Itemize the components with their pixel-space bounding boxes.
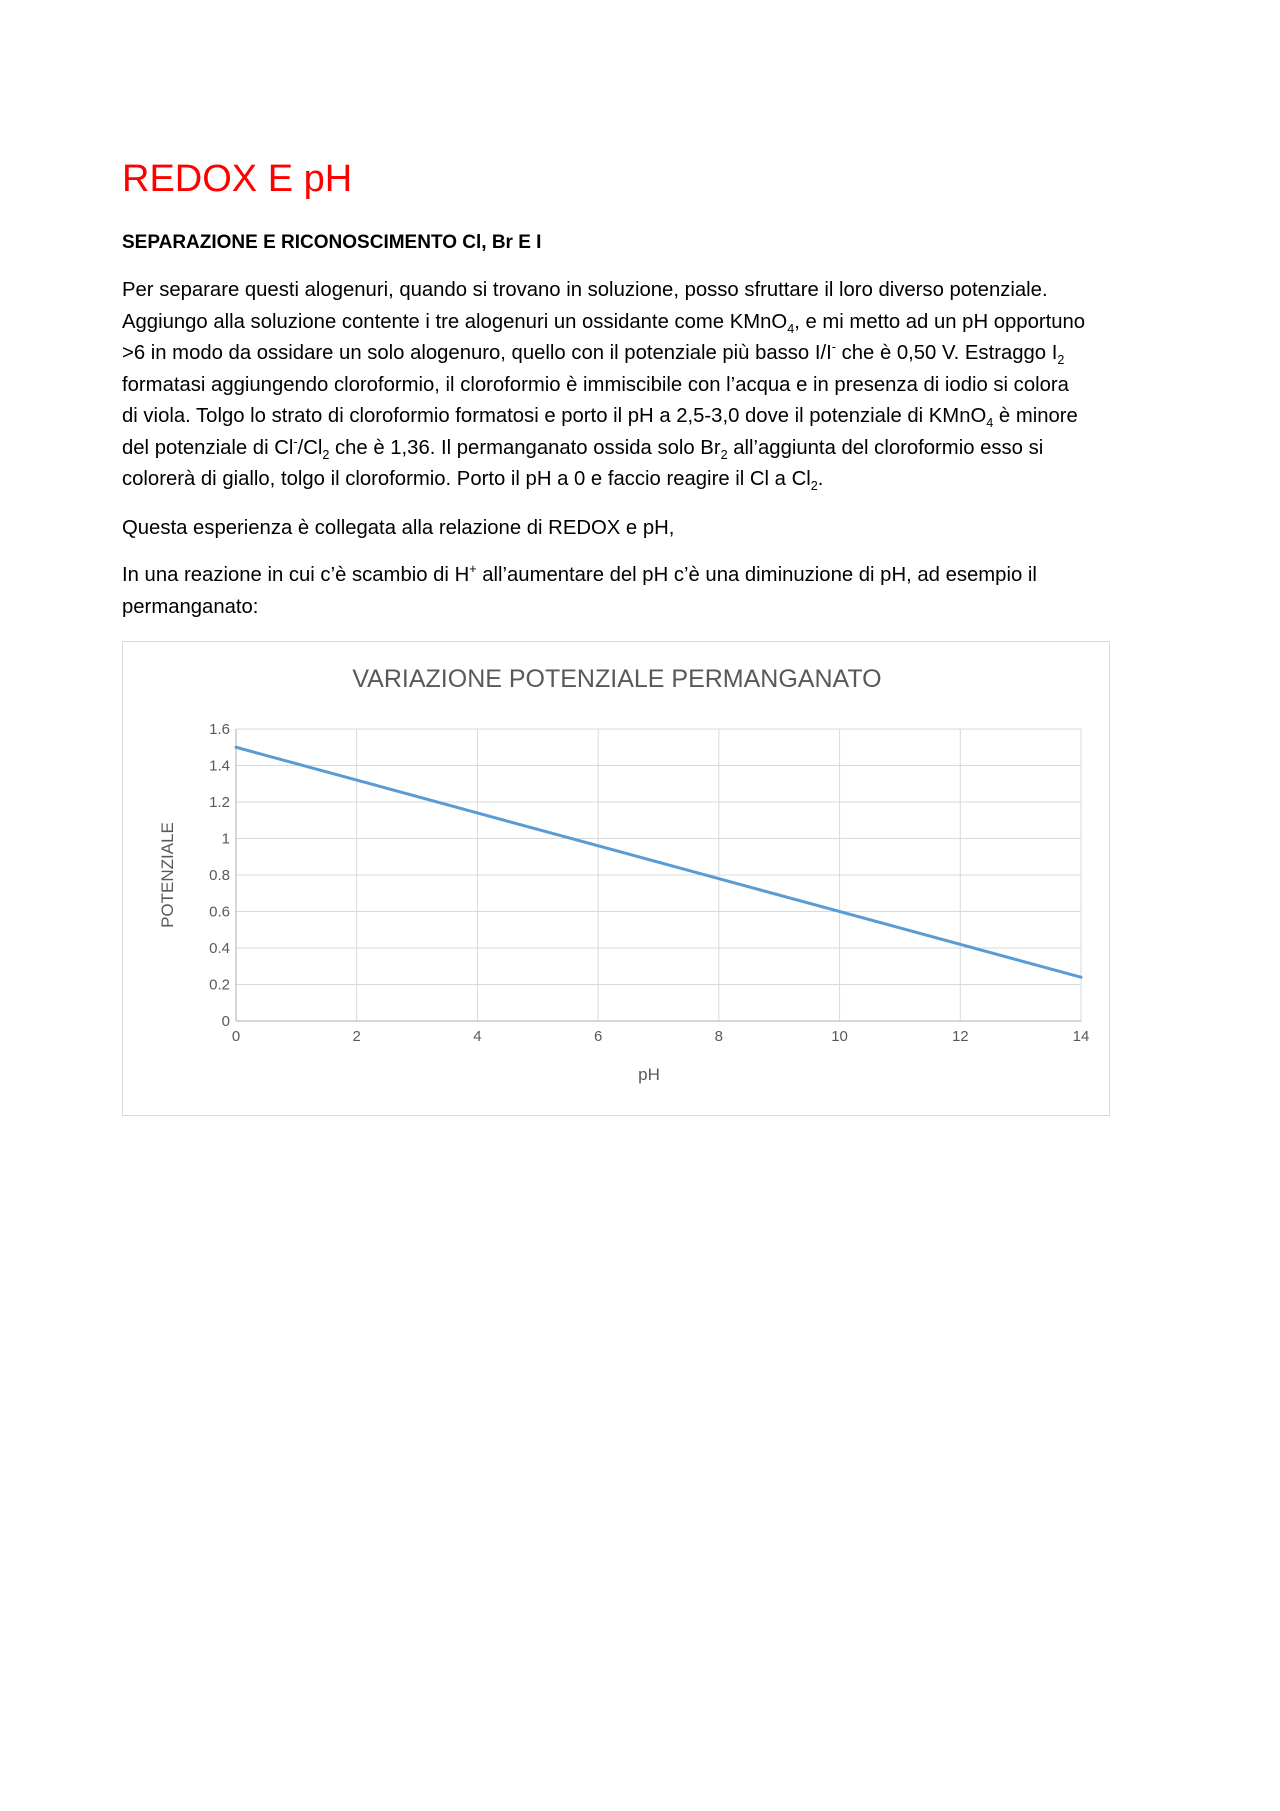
series-line — [236, 747, 1081, 977]
x-tick-label: 12 — [951, 1028, 969, 1045]
text-line: colorerà di giallo, tolgo il cloroformio. Porto il pH a 0 e faccio reagire il Cl a $Cl_2$. — [122, 468, 824, 494]
text-line: del potenziale di $Cl^-/Cl_2$ che è 1,36. Il permanganato ossida solo $Br_2$ all’aggiunta del cloroformio esso si — [122, 434, 1044, 462]
text-line: permanganato: — [122, 595, 259, 618]
text-line: >6 in modo da ossidare un solo alogenuro, quello con il potenziale più basso I/I- che è 0,50 V. Estraggo $I_2$ — [122, 340, 1065, 368]
x-tick-label: 14 — [1072, 1028, 1090, 1045]
x-tick-label: 4 — [473, 1028, 482, 1045]
y-tick-label: 0 — [221, 1013, 230, 1030]
chart-container — [122, 641, 1110, 1116]
x-tick-label: 10 — [831, 1028, 848, 1045]
section-heading: SEPARAZIONE E RICONOSCIMENTO Cl, Br E I — [122, 232, 542, 253]
paragraph-separation — [122, 275, 1172, 496]
text-line: Per separare questi alogenuri, quando si trovano in soluzione, posso sfruttare il loro diverso potenziale. — [122, 279, 1048, 301]
paragraph-example — [122, 560, 1172, 623]
text-line: Aggiungo alla soluzione contente i tre alogenuri un ossidante come KMnO$_4$, e mi metto ad un pH opportuno — [122, 310, 1086, 336]
potential-chart — [123, 642, 1111, 1117]
y-tick-label: 1.4 — [209, 757, 230, 775]
y-tick-label: 0.6 — [209, 903, 230, 921]
y-tick-label: 0.4 — [209, 940, 230, 957]
y-tick-label: 0.8 — [209, 867, 230, 884]
text-line: In una reazione in cui c’è scambio di H+ all’aumentare del pH c’è una diminuzione di pH, ad esempio il — [122, 562, 1037, 586]
y-axis-title: POTENZIALE — [158, 822, 177, 928]
page-title: REDOX E pH — [122, 158, 353, 200]
y-tick-label: 1.6 — [209, 721, 230, 738]
x-tick-label: 6 — [593, 1028, 603, 1045]
paragraph-link: Questa esperienza è collegata alla relazione di REDOX e pH, — [122, 517, 675, 539]
y-tick-label: 1 — [221, 830, 230, 848]
x-tick-label: 0 — [231, 1028, 241, 1045]
y-tick-label: 0.2 — [209, 976, 230, 994]
x-axis-title: pH — [638, 1065, 660, 1084]
text-line: di viola. Tolgo lo strato di cloroformio formatosi e porto il pH a 2,5-3,0 dove il potenziale di KMnO$_4$ è minore — [122, 405, 1078, 431]
text-line: formatasi aggiungendo cloroformio, il cloroformio è immiscibile con l’acqua e in presenza di iodio si colora — [122, 373, 1069, 396]
x-tick-label: 2 — [352, 1028, 361, 1045]
x-tick-label: 8 — [714, 1028, 724, 1045]
y-tick-label: 1.2 — [209, 794, 230, 811]
chart-title: VARIAZIONE POTENZIALE PERMANGANATO — [352, 665, 882, 693]
